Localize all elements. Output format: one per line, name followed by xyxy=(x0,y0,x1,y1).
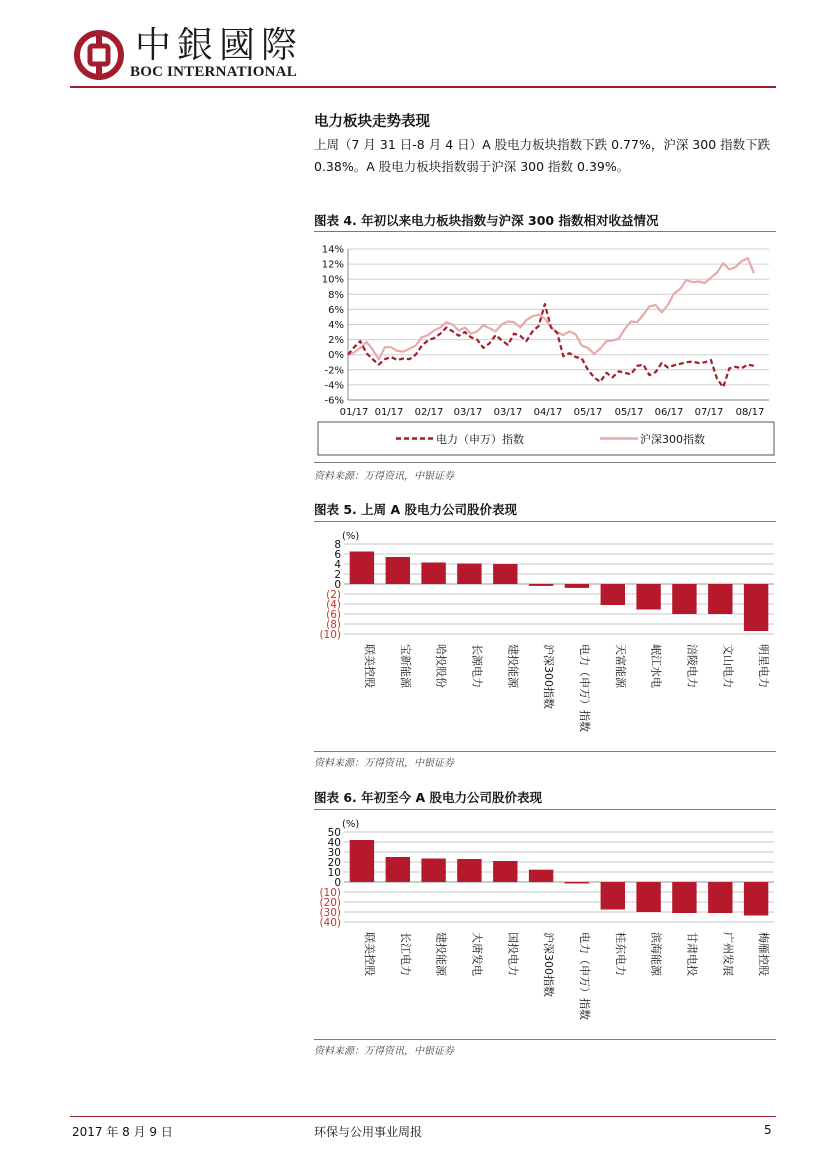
y-tick-label: 6 xyxy=(334,549,341,561)
y-axis-unit-label: (%) xyxy=(342,819,360,830)
category-label: 广州发展 xyxy=(721,932,735,976)
figure-4-top-rule xyxy=(314,231,776,232)
y-tick-label: (8) xyxy=(326,619,341,631)
x-tick-label: 06/17 xyxy=(654,407,684,418)
category-label: 明星电力 xyxy=(757,644,771,688)
paragraph-line-2: 0.38%。A 股电力板块指数弱于沪深 300 指数 0.39%。 xyxy=(314,159,630,174)
category-label: 梅雁控股 xyxy=(757,932,771,976)
bar-chart-ytd-performance xyxy=(314,812,776,1034)
category-label: 大唐发电 xyxy=(470,932,484,976)
category-label: 岷江水电 xyxy=(649,644,663,688)
bar xyxy=(672,584,696,614)
bar xyxy=(386,857,410,882)
category-label: 甘肃电投 xyxy=(685,932,699,976)
category-label: 天富能源 xyxy=(613,644,627,688)
bar xyxy=(493,564,517,584)
x-tick-label: 01/17 xyxy=(339,407,369,418)
chart-legend-box xyxy=(318,422,774,455)
legend-label-csi300: 沪深300指数 xyxy=(640,433,705,446)
chart-x-axis-ticks xyxy=(340,407,765,418)
bar xyxy=(421,563,445,585)
figure-5-title: 图表 5. 上周 A 股电力公司股价表现 xyxy=(314,502,518,517)
x-tick-label: 02/17 xyxy=(414,407,444,418)
bar xyxy=(529,870,553,882)
bar xyxy=(457,859,481,882)
y-tick-label: (6) xyxy=(326,609,341,621)
series-line xyxy=(348,304,754,387)
bar xyxy=(565,584,589,588)
y-tick-label: 30 xyxy=(327,847,341,859)
category-label: 联美控股 xyxy=(362,644,376,688)
figure-5-bottom-rule xyxy=(314,751,776,752)
bar xyxy=(565,882,589,884)
y-tick-label: 0 xyxy=(334,877,341,889)
y-tick-label: (20) xyxy=(319,897,341,909)
footer-date: 2017 年 8 月 9 日 xyxy=(72,1125,173,1139)
figure-5-source: 资料来源：万得资讯，中银证券 xyxy=(314,758,454,769)
y-tick-label: 2% xyxy=(328,335,344,347)
series-line xyxy=(348,258,754,359)
logo-english-name: BOC INTERNATIONAL xyxy=(130,64,297,80)
bar xyxy=(421,859,445,883)
category-label: 文山电力 xyxy=(721,644,735,688)
figure-6-title: 图表 6. 年初至今 A 股电力公司股价表现 xyxy=(314,790,543,805)
bar xyxy=(744,882,768,916)
y-axis-unit-label: (%) xyxy=(342,531,360,542)
footer-page-number: 5 xyxy=(764,1123,772,1137)
category-label: 建投能源 xyxy=(506,644,520,688)
y-tick-label: (40) xyxy=(319,917,341,929)
y-tick-label: 14% xyxy=(321,244,344,256)
y-tick-label: -4% xyxy=(324,380,344,392)
category-label: 国投电力 xyxy=(506,932,520,976)
bar xyxy=(601,882,625,910)
category-label: 桂东电力 xyxy=(613,932,627,976)
y-tick-label: (10) xyxy=(319,887,341,899)
footer-divider xyxy=(70,1116,776,1117)
bar xyxy=(708,882,732,913)
x-tick-label: 01/17 xyxy=(374,407,404,418)
y-tick-label: 0 xyxy=(334,579,341,591)
bar xyxy=(672,882,696,913)
x-tick-label: 05/17 xyxy=(573,407,603,418)
chart-category-labels xyxy=(363,644,771,732)
y-tick-label: (10) xyxy=(319,629,341,641)
bar xyxy=(457,564,481,585)
category-label: 滨海能源 xyxy=(649,932,663,976)
legend-label-power-index: 电力（申万）指数 xyxy=(436,433,524,446)
chart-y-axis-ticks xyxy=(319,539,341,641)
category-label: 建投能源 xyxy=(434,932,448,976)
category-label: 沪深300指数 xyxy=(542,644,556,709)
y-tick-label: 20 xyxy=(327,857,341,869)
x-tick-label: 04/17 xyxy=(533,407,563,418)
y-tick-label: (4) xyxy=(326,599,341,611)
bar xyxy=(350,552,374,585)
section-title: 电力板块走势表现 xyxy=(314,114,430,130)
category-label: 哈投股份 xyxy=(434,644,448,688)
y-tick-label: 50 xyxy=(327,827,341,839)
bar xyxy=(601,584,625,605)
y-tick-label: 4 xyxy=(334,559,341,571)
y-tick-label: -6% xyxy=(324,395,344,407)
category-label: 宝新能源 xyxy=(398,644,412,688)
bar xyxy=(350,840,374,882)
category-label: 沪深300指数 xyxy=(542,932,556,997)
chart-series-lines xyxy=(348,258,754,387)
y-tick-label: 8 xyxy=(334,539,341,551)
boc-logo-icon xyxy=(74,30,124,80)
bar xyxy=(493,861,517,882)
y-tick-label: 6% xyxy=(328,304,344,316)
x-tick-label: 05/17 xyxy=(614,407,644,418)
category-label: 电力（申万）指数 xyxy=(577,644,591,732)
x-tick-label: 08/17 xyxy=(735,407,765,418)
bar xyxy=(744,584,768,631)
chart-bars xyxy=(350,552,769,632)
chart-y-axis-ticks xyxy=(319,827,341,929)
category-label: 电力（申万）指数 xyxy=(577,932,591,1020)
bar xyxy=(708,584,732,614)
y-tick-label: 10% xyxy=(321,274,344,286)
y-tick-label: 40 xyxy=(327,837,341,849)
chart-bars xyxy=(350,840,769,916)
figure-4-source: 资料来源：万得资讯，中银证券 xyxy=(314,471,454,482)
logo-chinese-name: 中銀國際 xyxy=(135,25,304,66)
x-tick-label: 03/17 xyxy=(453,407,483,418)
category-label: 长源电力 xyxy=(470,644,484,688)
figure-4-bottom-rule xyxy=(314,462,776,463)
chart-gridlines xyxy=(348,249,769,400)
y-tick-label: 2 xyxy=(334,569,341,581)
y-tick-label: 10 xyxy=(327,867,341,879)
bar xyxy=(636,584,660,610)
paragraph-line-1: 上周（7 月 31 日-8 月 4 日）A 股电力板块指数下跌 0.77%，沪深 300 指数下跌 xyxy=(314,137,771,152)
bar xyxy=(386,557,410,584)
chart-y-axis-ticks xyxy=(322,245,344,407)
category-label: 涪陵电力 xyxy=(685,644,699,688)
y-tick-label: 12% xyxy=(321,259,344,271)
figure-6-source: 资料来源：万得资讯，中银证券 xyxy=(314,1046,454,1057)
line-chart-relative-return xyxy=(314,236,776,458)
x-tick-label: 03/17 xyxy=(493,407,523,418)
chart-category-labels xyxy=(363,932,771,1020)
figure-5-top-rule xyxy=(314,521,776,522)
y-tick-label: (2) xyxy=(326,589,341,601)
figure-6-bottom-rule xyxy=(314,1039,776,1040)
x-tick-label: 07/17 xyxy=(694,407,724,418)
y-tick-label: 8% xyxy=(328,289,344,301)
figure-6-top-rule xyxy=(314,809,776,810)
y-tick-label: -2% xyxy=(324,365,344,377)
y-tick-label: 0% xyxy=(328,350,344,362)
figure-4-title: 图表 4. 年初以来电力板块指数与沪深 300 指数相对收益情况 xyxy=(314,213,659,228)
y-tick-label: (30) xyxy=(319,907,341,919)
bar xyxy=(529,584,553,586)
y-tick-label: 4% xyxy=(328,320,344,331)
footer-report-name: 环保与公用事业周报 xyxy=(314,1125,423,1139)
category-label: 联美控股 xyxy=(362,932,376,976)
header-divider xyxy=(70,86,776,88)
bar-chart-weekly-performance xyxy=(314,524,776,746)
category-label: 长江电力 xyxy=(398,932,412,976)
bar xyxy=(636,882,660,912)
